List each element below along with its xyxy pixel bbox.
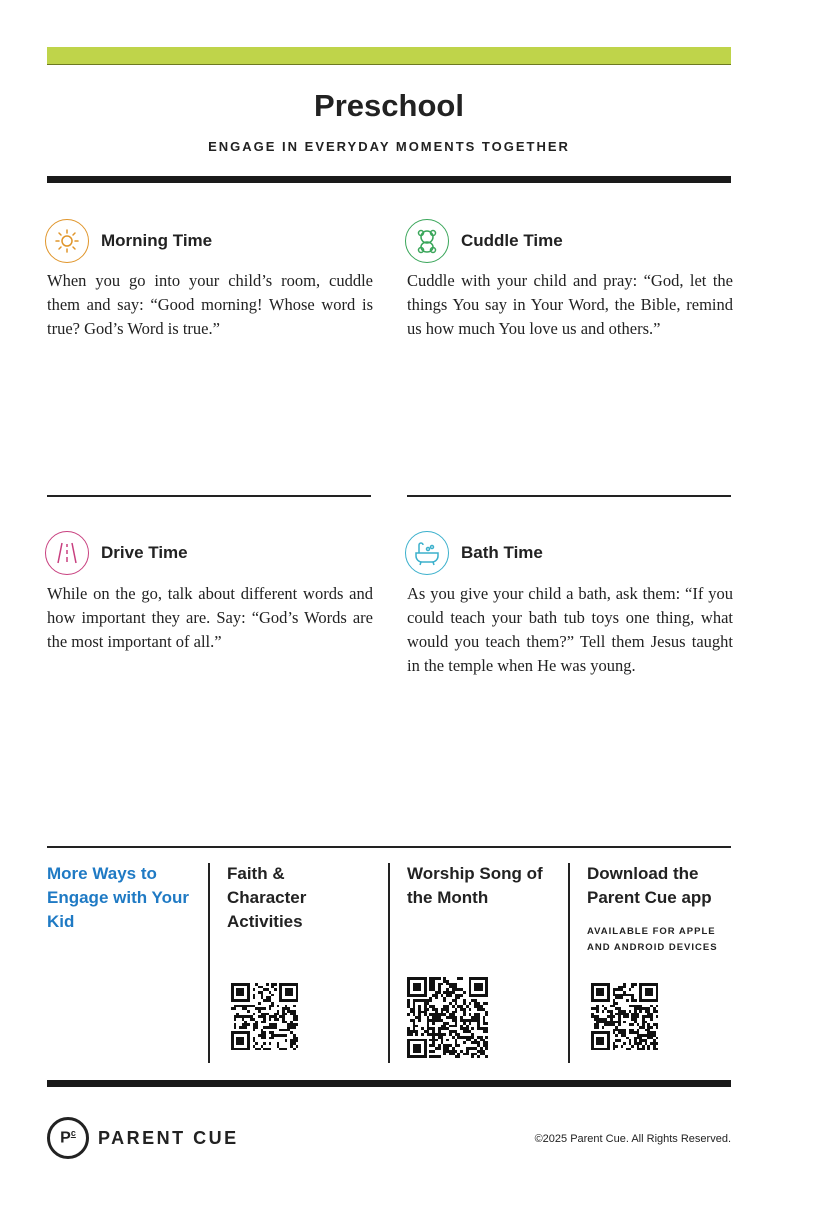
section-text: Cuddle with your child and pray: “God, let the things You say in Your Word, the Bible, remind us how much You love us and others.” [407,271,733,338]
divider [47,495,371,497]
section-title: Bath Time [461,543,543,562]
divider-bar [47,176,731,183]
road-icon [45,531,89,575]
divider [388,863,390,1063]
section-text: While on the go, talk about different words and how important they are. Say: “God’s Words are the most important of all.” [47,584,373,651]
teddy-bear-icon [405,219,449,263]
worship-song-qr-code[interactable] [407,977,488,1058]
worship-song-heading: Worship Song of the Month [407,864,543,907]
brand-name: PARENT CUE [98,1128,239,1148]
qr-module [296,1048,299,1051]
faith-activities-qr-code[interactable] [231,983,298,1050]
parent-cue-logo-icon: $P^c$ [47,1117,89,1159]
app-download-heading: Download the Parent Cue app [587,864,712,907]
divider [568,863,570,1063]
divider [407,495,731,497]
section-text: When you go into your child’s room, cuddle them and say: “Good morning! Whose word is true? God’s Word is true.” [47,271,373,338]
sun-icon [45,219,89,263]
top-accent-bar [47,47,731,65]
copyright: ©2025 Parent Cue. All Rights Reserved. [534,1133,731,1145]
more-ways-heading: More Ways to Engage with Your Kid [47,864,189,931]
bathtub-icon [405,531,449,575]
page-title: Preschool [314,88,464,123]
divider [47,846,731,848]
app-availability: AVAILABLE FOR APPLE AND ANDROID DEVICES [587,926,718,953]
qr-module [485,1055,488,1058]
faith-activities-heading: Faith & Character Activities [227,864,307,931]
qr-module [656,1048,659,1051]
section-text: As you give your child a bath, ask them: “If you could teach your bath tub toys one thing, what would you teach them?” Tell them Jesus taught in the temple when He was young. [407,584,733,675]
section-title: Drive Time [101,543,188,562]
app-qr-code[interactable] [591,983,658,1050]
section-title: Cuddle Time [461,231,563,250]
divider-bar [47,1080,731,1087]
divider [208,863,210,1063]
page-subtitle: ENGAGE IN EVERYDAY MOMENTS TOGETHER [208,139,570,154]
section-title: Morning Time [101,231,213,250]
